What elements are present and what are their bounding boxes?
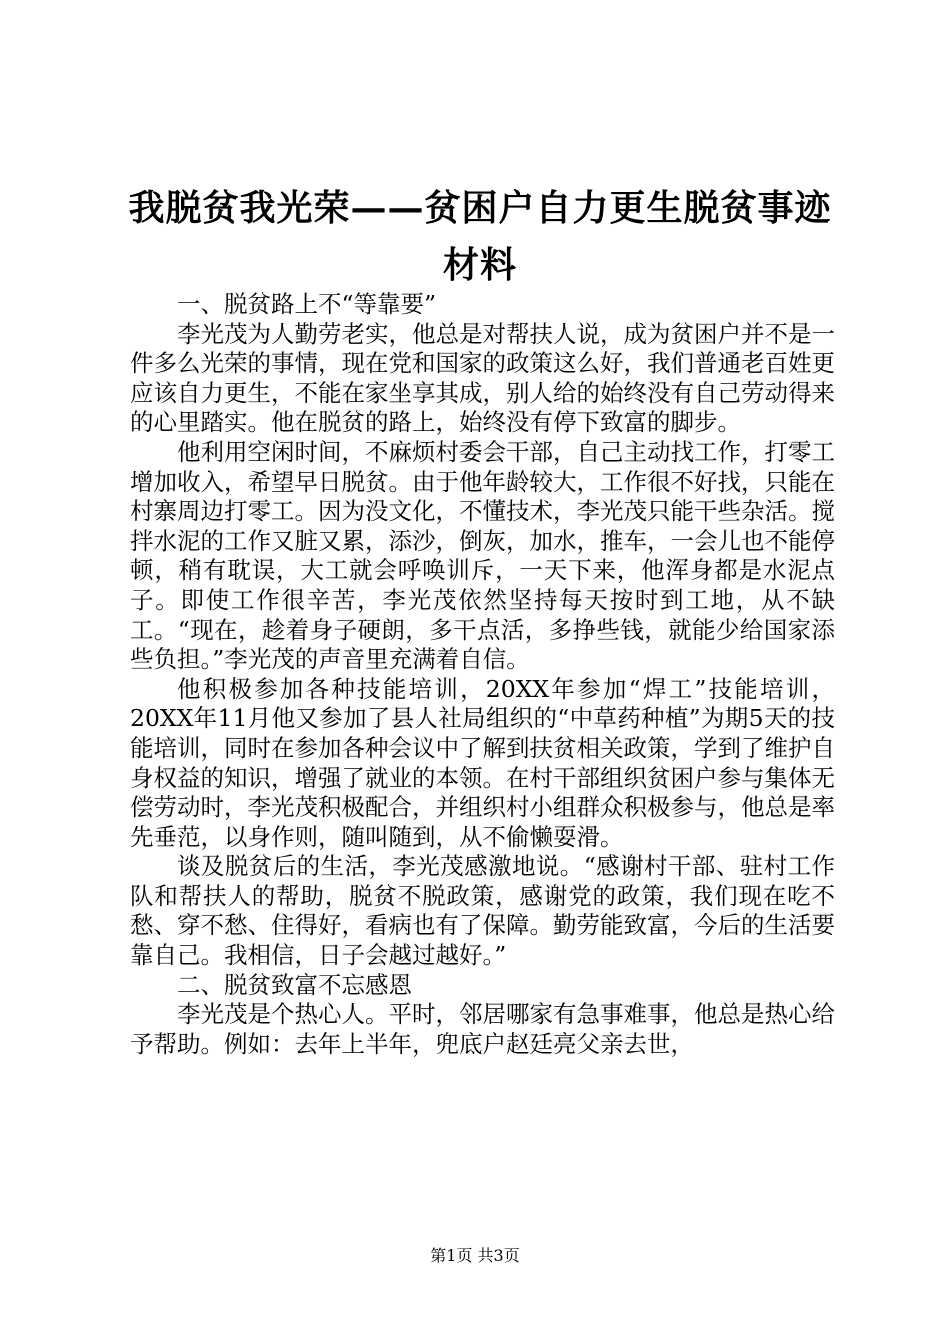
paragraph: 他积极参加各种技能培训，20XX年参加“焊工”技能培训，20XX年11月他又参加了县人社局组织的“中草药种植”为期5天的技能培训，同时在参加各种会议中了解到扶贫相关政策，学到了维护自身权益的知识，增强了就业的本领。在村干部组织贫困户参与集体无偿劳动时，李光茂积极配合，并组织村小组群众积极参与，他总是率先垂范，以身作则，随叫随到，从不偷懒耍滑。: [130, 674, 835, 851]
section-heading-1: 一、脱贫路上不“等靠要”: [177, 290, 437, 318]
paragraph: 谈及脱贫后的生活，李光茂感激地说。“感谢村干部、驻村工作队和帮扶人的帮助，脱贫不脱政策，感谢党的政策，我们现在吃不愁、穿不愁、住得好，看病也有了保障。勤劳能致富，今后的生活要靠自己。我相信，日子会越过越好。”: [130, 852, 835, 970]
document-title: 我脱贫我光荣——贫困户自力更生脱贫事迹材料: [128, 187, 832, 286]
document-body: [130, 290, 835, 1059]
paragraph: 李光茂为人勤劳老实，他总是对帮扶人说，成为贫困户并不是一件多么光荣的事情，现在党和国家的政策这么好，我们普通老百姓更应该自力更生，不能在家坐享其成，别人给的始终没有自己劳动得来的心里踏实。他在脱贫的路上，始终没有停下致富的脚步。: [130, 319, 835, 437]
section-heading-2: 二、脱贫致富不忘感恩: [177, 970, 412, 999]
page-footer: 第1页 共3页: [430, 1246, 520, 1265]
paragraph: 他利用空闲时间，不麻烦村委会干部，自己主动找工作，打零工增加收入，希望早日脱贫。由于他年龄较大，工作很不好找，只能在村寨周边打零工。因为没文化，不懂技术，李光茂只能干些杂活。搅拌水泥的工作又脏又累，添沙，倒灰，加水，推车，一会儿也不能停顿，稍有耽误，大工就会呼唤训斥，一天下来，他浑身都是水泥点子。即使工作很辛苦，李光茂依然坚持每天按时到工地，从不缺工。“现在，趁着身子硬朗，多干点活，多挣些钱，就能少给国家添些负担。”李光茂的声音里充满着自信。: [130, 437, 835, 674]
paragraph: 李光茂是个热心人。平时，邻居哪家有急事难事，他总是热心给予帮助。例如：去年上半年，兜底户赵廷亮父亲去世，: [130, 1000, 835, 1058]
